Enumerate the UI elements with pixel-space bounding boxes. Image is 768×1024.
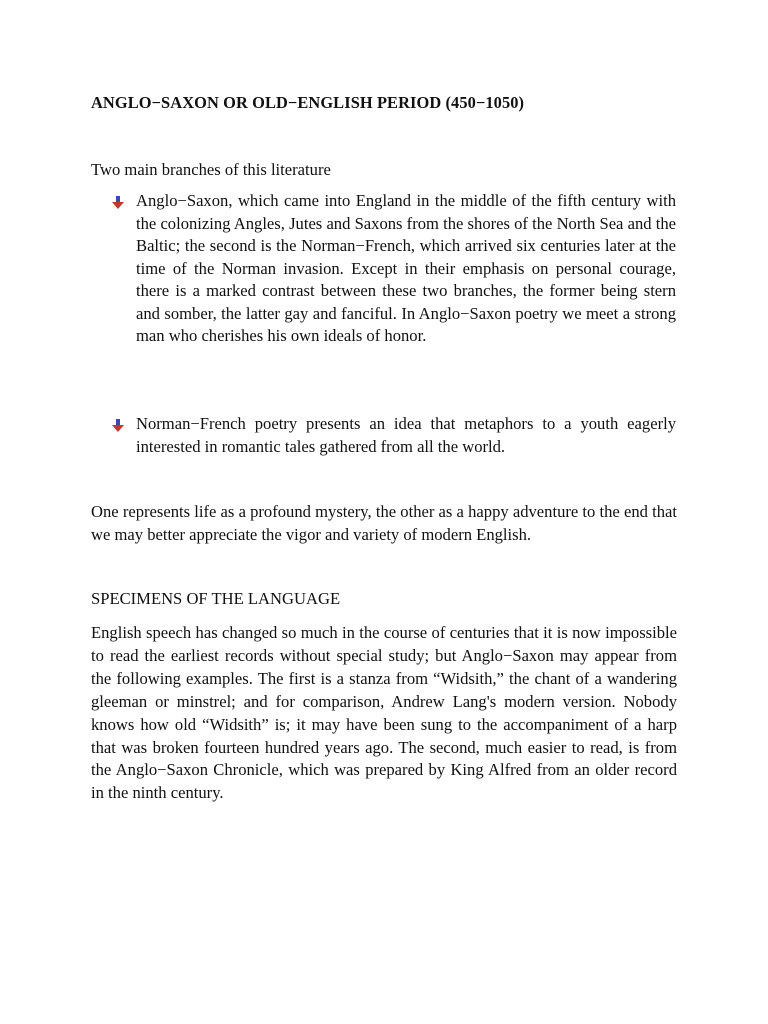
paragraph-specimens: English speech has changed so much in the course of centuries that it is now impossible to read the earliest records without special study; but Anglo−Saxon may appear from the following examples. The first is a stanza from “Widsith,” the chant of a wandering gleeman or minstrel; and for comparison, Andrew Lang's modern version. Nobody knows how old “Widsith” is; it may have been sung to the accompaniment of a harp that was broken fourteen hundred years ago. The second, much easier to read, is from the Anglo−Saxon Chronicle, which was prepared by King Alfred from an older record in the ninth century. — [91, 623, 677, 803]
bullet-item-anglo-saxon — [111, 190, 676, 348]
down-arrow-bullet-icon — [111, 196, 125, 210]
section-subheading: SPECIMENS OF THE LANGUAGE — [91, 589, 341, 608]
document-heading: ANGLO−SAXON OR OLD−ENGLISH PERIOD (450−1050) — [91, 93, 525, 112]
intro-line: Two main branches of this literature — [91, 160, 331, 179]
bullet-text: Norman−French poetry presents an idea that metaphors to a youth eagerly interested in romantic tales gathered from all the world. — [136, 414, 676, 456]
down-arrow-bullet-icon — [111, 419, 125, 433]
paragraph-comparison: One represents life as a profound mystery, the other as a happy adventure to the end that we may better appreciate the vigor and variety of modern English. — [91, 502, 677, 544]
bullet-item-norman-french — [111, 413, 676, 458]
bullet-text: Anglo−Saxon, which came into England in the middle of the fifth century with the colonizing Angles, Jutes and Saxons from the shores of the North Sea and the Baltic; the second is the Norman−French, which arrived six centuries later at the time of the Norman invasion. Except in their emphasis on personal courage, there is a marked contrast between these two branches, the former being stern and somber, the latter gay and fanciful. In Anglo−Saxon poetry we meet a strong man who cherishes his own ideals of honor. — [136, 191, 676, 345]
